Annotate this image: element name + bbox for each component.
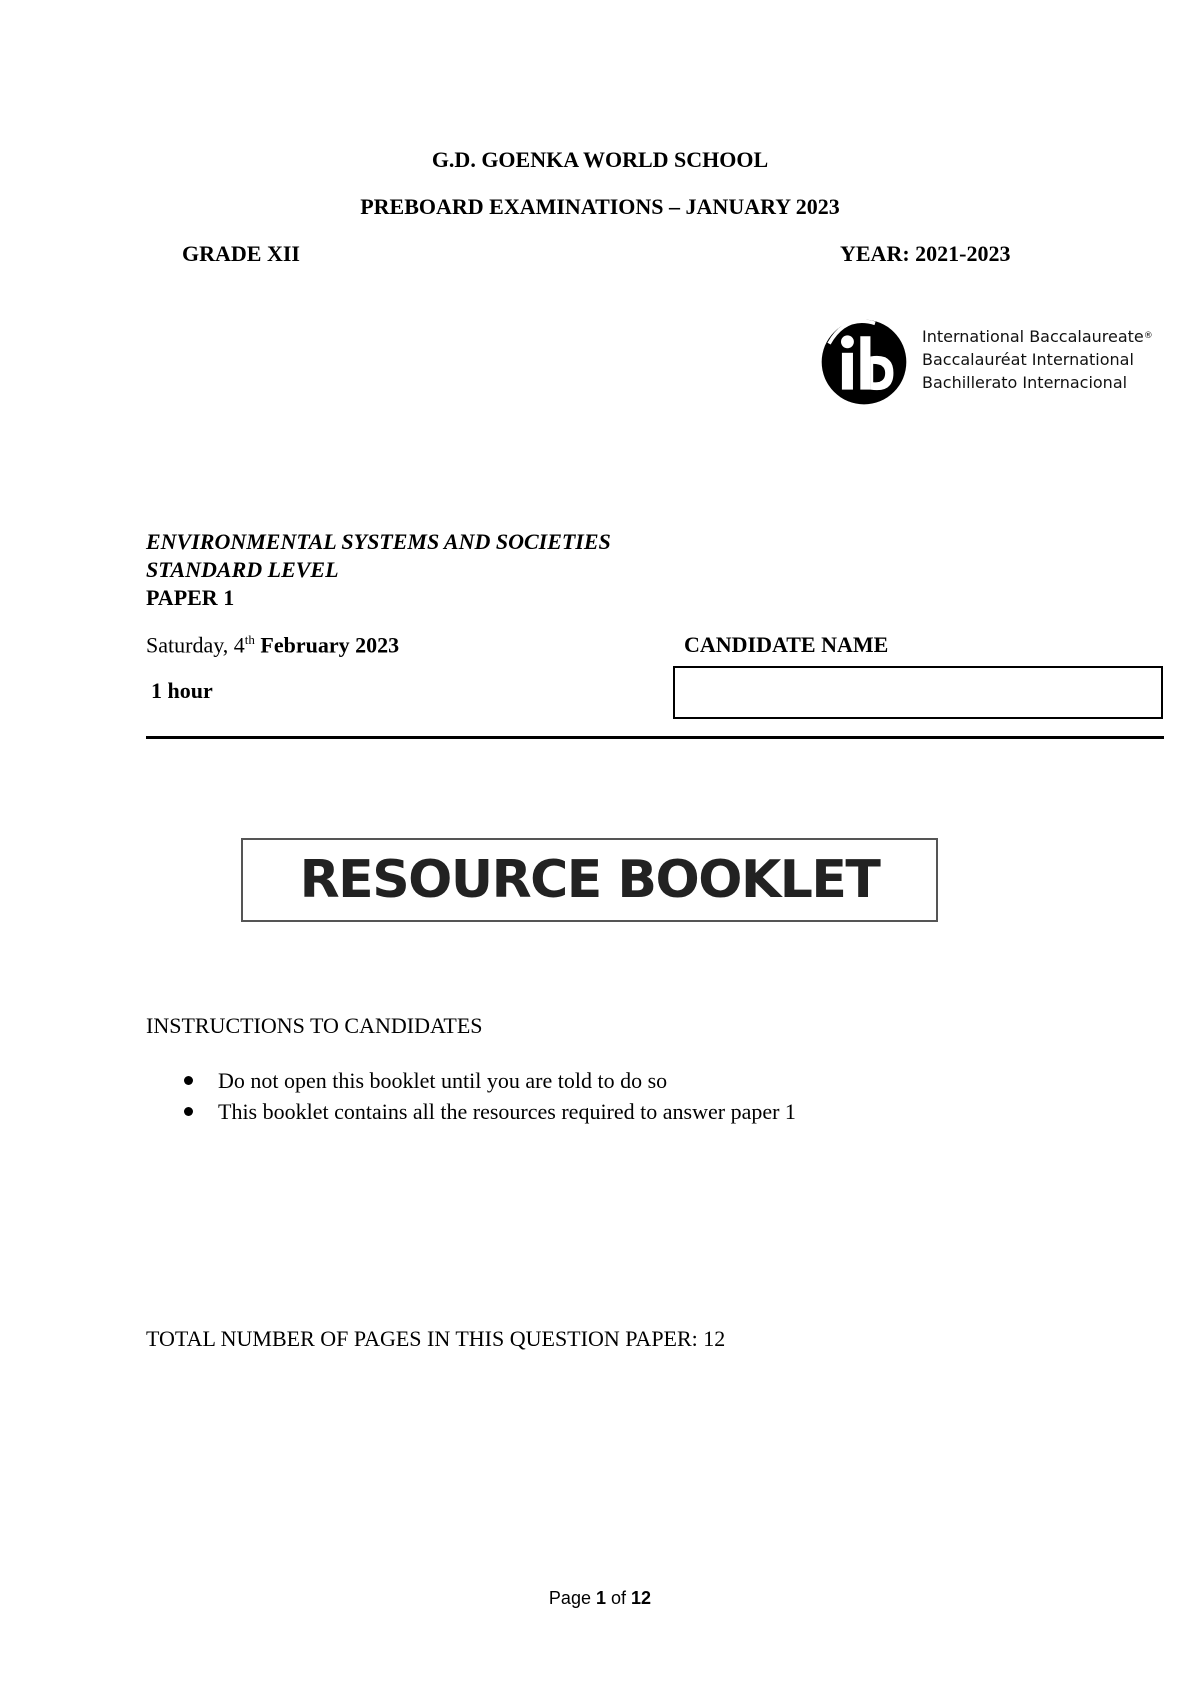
paper-number: PAPER 1 [146,585,235,610]
candidate-name-field[interactable] [673,666,1163,719]
bullet-icon [184,1076,193,1085]
subject-name: ENVIRONMENTAL SYSTEMS AND SOCIETIES [146,529,611,554]
bullet-icon [184,1107,193,1116]
school-name: G.D. GOENKA WORLD SCHOOL [431,147,769,172]
grade-label: GRADE XII [182,241,300,266]
instructions-title: INSTRUCTIONS TO CANDIDATES [146,1013,483,1038]
ib-line-french: Baccalauréat International [922,350,1134,369]
subject-level: STANDARD LEVEL [146,557,339,582]
page-footer [0,1588,1200,1609]
candidate-name-label: CANDIDATE NAME [684,632,889,657]
footer-total-pages: 12 [631,1588,652,1608]
date-day: Saturday, 4 [146,632,245,658]
resource-booklet-title: RESOURCE BOOKLET [299,850,880,910]
date-month-year: February 2023 [260,632,400,658]
footer-of-word: of [611,1588,627,1608]
year-label: YEAR: 2021-2023 [840,241,1011,266]
exam-title: PREBOARD EXAMINATIONS – JANUARY 2023 [360,194,840,219]
ib-logo-text [922,325,1153,394]
exam-duration: 1 hour [151,678,213,703]
section-divider [146,736,1164,739]
ib-logo-icon [818,316,910,408]
list-item: This booklet contains all the resources required to answer paper 1 [146,1096,796,1127]
ib-line-english: International Baccalaureate [922,327,1144,346]
ib-line-spanish: Bachillerato Internacional [922,373,1128,392]
total-pages: TOTAL NUMBER OF PAGES IN THIS QUESTION PAPER: 12 [146,1326,726,1351]
resource-booklet-banner [241,838,938,922]
footer-current-page: 1 [595,1588,606,1608]
footer-page-word: Page [548,1588,591,1608]
date-ordinal: th [244,632,255,647]
list-item: Do not open this booklet until you are told to do so [146,1065,796,1096]
instructions-list [146,1065,796,1127]
exam-date [146,632,399,658]
ib-registered: ® [1143,331,1153,341]
